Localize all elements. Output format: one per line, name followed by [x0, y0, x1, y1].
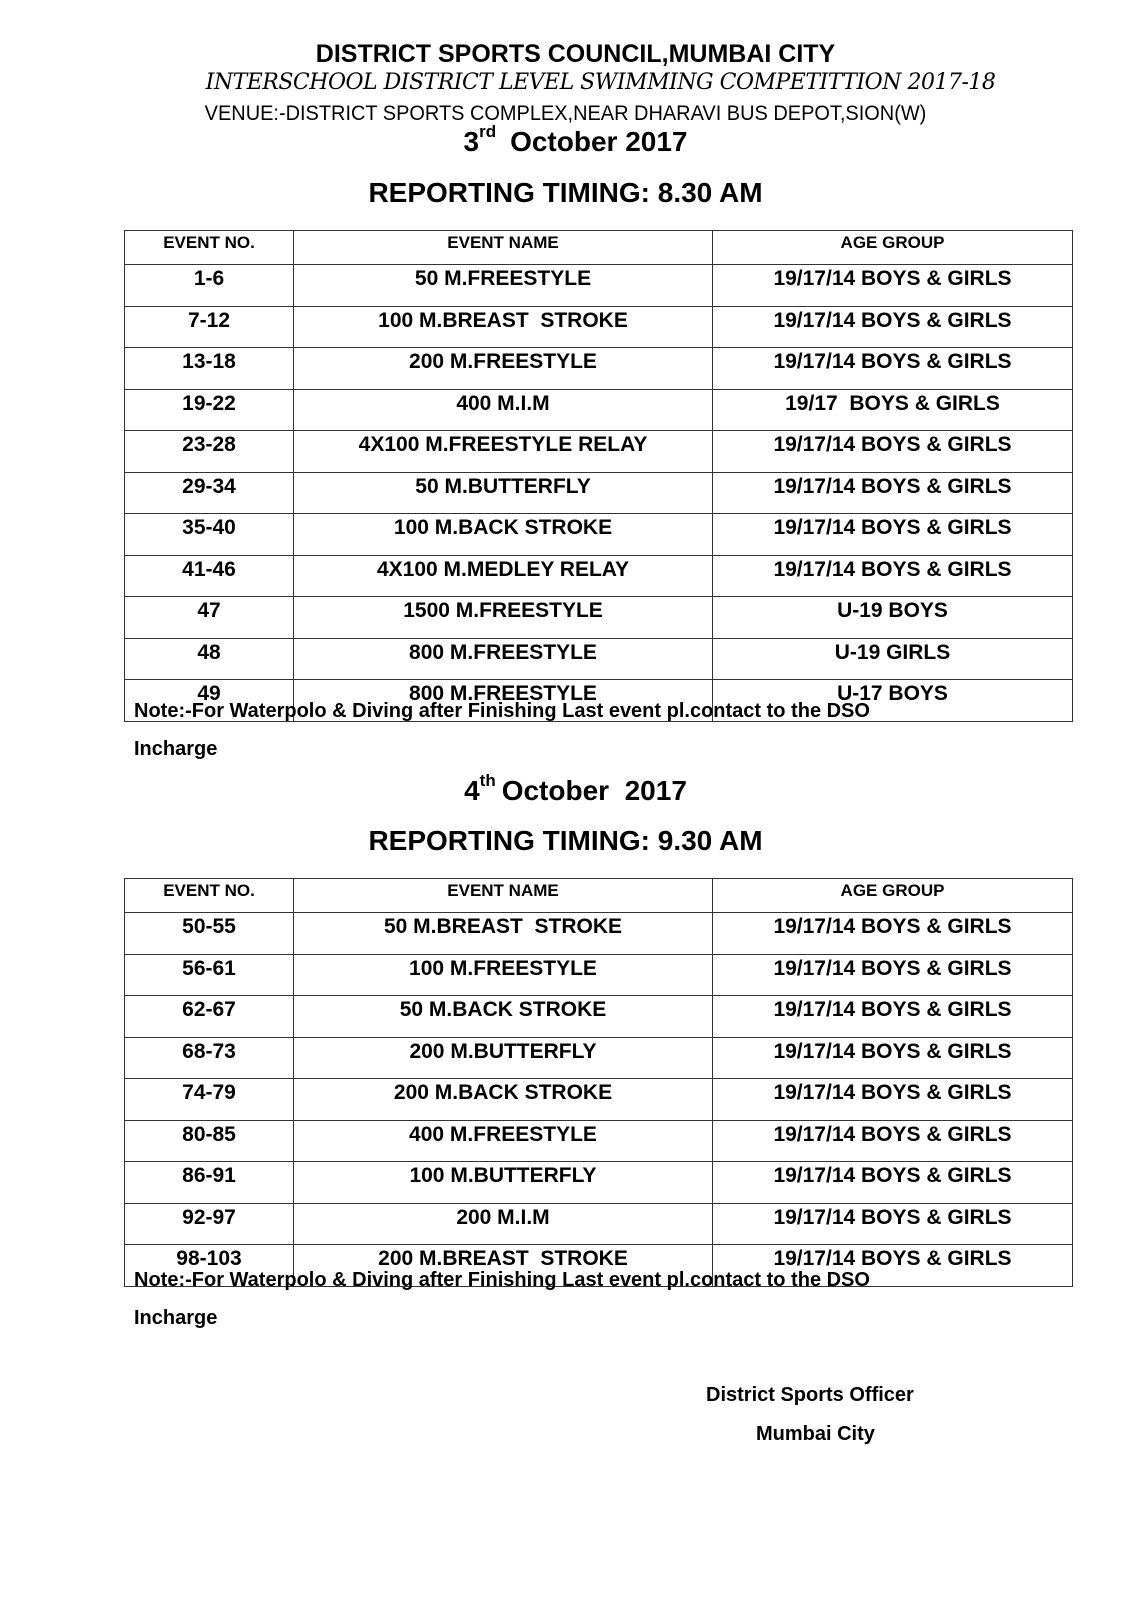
age-group-cell: 19/17/14 BOYS & GIRLS: [713, 996, 1073, 1038]
event-no-cell: 19-22: [125, 389, 294, 431]
event-no-cell: 56-61: [125, 954, 294, 996]
age-group-cell: 19/17/14 BOYS & GIRLS: [713, 306, 1073, 348]
table-row: [125, 1120, 1073, 1162]
age-group-cell: 19/17/14 BOYS & GIRLS: [713, 1120, 1073, 1162]
table-row: [125, 472, 1073, 514]
table-row: [125, 1203, 1073, 1245]
event-name-cell: 50 M.BUTTERFLY: [294, 472, 713, 514]
event-no-cell: 47: [125, 597, 294, 639]
event-name-cell: 100 M.FREESTYLE: [294, 954, 713, 996]
age-group-cell: 19/17/14 BOYS & GIRLS: [713, 348, 1073, 390]
event-no-cell: 80-85: [125, 1120, 294, 1162]
age-group-cell: U-17 BOYS: [713, 680, 1073, 722]
table-row: [125, 306, 1073, 348]
event-name-cell: 50 M.BREAST STROKE: [294, 913, 713, 955]
event-name-cell: 50 M.FREESTYLE: [294, 265, 713, 307]
event-name-cell: 200 M.BREAST STROKE: [294, 1245, 713, 1287]
table-row: [125, 555, 1073, 597]
signature-title: District Sports Officer: [706, 1384, 914, 1406]
event-no-cell: 68-73: [125, 1037, 294, 1079]
venue: VENUE:-DISTRICT SPORTS COMPLEX,NEAR DHARAVI BUS DEPOT,SION(W): [204, 102, 927, 125]
event-name-cell: 200 M.I.M: [294, 1203, 713, 1245]
column-header: EVENT NAME: [294, 879, 713, 913]
event-no-cell: 86-91: [125, 1162, 294, 1204]
event-name-cell: 1500 M.FREESTYLE: [294, 597, 713, 639]
event-name-cell: 800 M.FREESTYLE: [294, 680, 713, 722]
event-no-cell: 48: [125, 638, 294, 680]
table-row: [125, 954, 1073, 996]
event-no-cell: 29-34: [125, 472, 294, 514]
event-name-cell: 400 M.FREESTYLE: [294, 1120, 713, 1162]
age-group-cell: 19/17/14 BOYS & GIRLS: [713, 1079, 1073, 1121]
event-name-cell: 100 M.BREAST STROKE: [294, 306, 713, 348]
signature-place: Mumbai City: [756, 1423, 875, 1445]
event-no-cell: 41-46: [125, 555, 294, 597]
day2-reporting-timing: REPORTING TIMING: 9.30 AM: [368, 825, 763, 856]
table-row: [125, 996, 1073, 1038]
event-no-cell: 62-67: [125, 996, 294, 1038]
day2-note: Note:-For Waterpolo & Diving after Finishing Last event pl.contact to the DSO Incharge: [134, 1269, 870, 1329]
age-group-cell: 19/17/14 BOYS & GIRLS: [713, 954, 1073, 996]
day2-date: 4th October 2017: [464, 771, 687, 806]
competition-title: INTERSCHOOL DISTRICT LEVEL SWIMMING COMPETITTION 2017-18: [205, 70, 996, 95]
event-no-cell: 98-103: [125, 1245, 294, 1287]
column-header: EVENT NAME: [294, 231, 713, 265]
table-header-row: [125, 879, 1073, 913]
column-header: EVENT NO.: [125, 231, 294, 265]
event-no-cell: 1-6: [125, 265, 294, 307]
event-name-cell: 200 M.FREESTYLE: [294, 348, 713, 390]
event-no-cell: 49: [125, 680, 294, 722]
event-no-cell: 23-28: [125, 431, 294, 473]
day1-date: 3rd October 2017: [463, 122, 688, 157]
column-header: AGE GROUP: [713, 879, 1073, 913]
day2-schedule-table: [124, 878, 1073, 1287]
event-name-cell: 200 M.BUTTERFLY: [294, 1037, 713, 1079]
age-group-cell: 19/17/14 BOYS & GIRLS: [713, 265, 1073, 307]
event-name-cell: 800 M.FREESTYLE: [294, 638, 713, 680]
age-group-cell: U-19 BOYS: [713, 597, 1073, 639]
table-row: [125, 638, 1073, 680]
table-row: [125, 913, 1073, 955]
table-row: [125, 265, 1073, 307]
event-name-cell: 100 M.BUTTERFLY: [294, 1162, 713, 1204]
age-group-cell: 19/17/14 BOYS & GIRLS: [713, 1162, 1073, 1204]
event-name-cell: 50 M.BACK STROKE: [294, 996, 713, 1038]
age-group-cell: 19/17/14 BOYS & GIRLS: [713, 1203, 1073, 1245]
event-no-cell: 13-18: [125, 348, 294, 390]
table-row: [125, 1162, 1073, 1204]
event-no-cell: 50-55: [125, 913, 294, 955]
age-group-cell: U-19 GIRLS: [713, 638, 1073, 680]
table-row: [125, 597, 1073, 639]
event-name-cell: 200 M.BACK STROKE: [294, 1079, 713, 1121]
age-group-cell: 19/17/14 BOYS & GIRLS: [713, 431, 1073, 473]
age-group-cell: 19/17/14 BOYS & GIRLS: [713, 913, 1073, 955]
event-no-cell: 7-12: [125, 306, 294, 348]
age-group-cell: 19/17/14 BOYS & GIRLS: [713, 555, 1073, 597]
day1-schedule-table: [124, 230, 1073, 722]
event-name-cell: 4X100 M.FREESTYLE RELAY: [294, 431, 713, 473]
table-row: [125, 1037, 1073, 1079]
event-name-cell: 100 M.BACK STROKE: [294, 514, 713, 556]
table-header-row: [125, 231, 1073, 265]
table-row: [125, 514, 1073, 556]
table-row: [125, 1079, 1073, 1121]
council-title: DISTRICT SPORTS COUNCIL,MUMBAI CITY: [315, 40, 836, 68]
event-no-cell: 74-79: [125, 1079, 294, 1121]
event-name-cell: 4X100 M.MEDLEY RELAY: [294, 555, 713, 597]
day1-reporting-timing: REPORTING TIMING: 8.30 AM: [368, 177, 763, 208]
table-row: [125, 431, 1073, 473]
age-group-cell: 19/17/14 BOYS & GIRLS: [713, 472, 1073, 514]
event-no-cell: 35-40: [125, 514, 294, 556]
table-row: [125, 389, 1073, 431]
table-row: [125, 348, 1073, 390]
age-group-cell: 19/17/14 BOYS & GIRLS: [713, 1245, 1073, 1287]
event-name-cell: 400 M.I.M: [294, 389, 713, 431]
age-group-cell: 19/17 BOYS & GIRLS: [713, 389, 1073, 431]
event-no-cell: 92-97: [125, 1203, 294, 1245]
age-group-cell: 19/17/14 BOYS & GIRLS: [713, 514, 1073, 556]
age-group-cell: 19/17/14 BOYS & GIRLS: [713, 1037, 1073, 1079]
column-header: EVENT NO.: [125, 879, 294, 913]
day1-note: Note:-For Waterpolo & Diving after Finishing Last event pl.contact to the DSO Incharge: [134, 700, 870, 760]
column-header: AGE GROUP: [713, 231, 1073, 265]
